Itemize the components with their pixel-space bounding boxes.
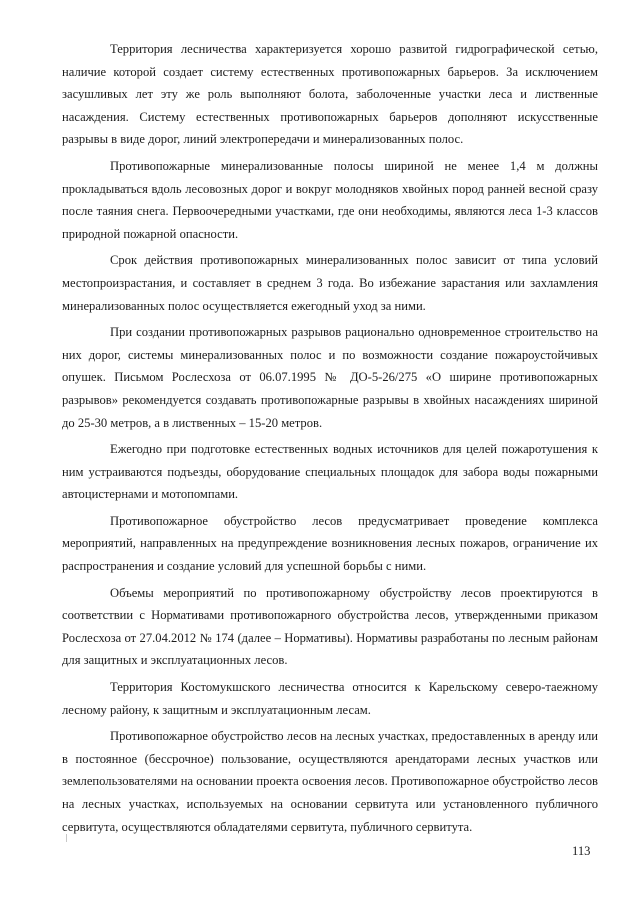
paragraph-8: Территория Костомукшского лесничества относится к Карельскому северо-таежному лесному району, к защитным и эксплуатационным лесам. <box>62 680 598 717</box>
paragraph-9: Противопожарное обустройство лесов на лесных участках, предоставленных в аренду или в постоянное (бессрочное) пользование, осуществляются арендаторами лесных участков или землепользователями на основании проекта освоения лесов. Противопожарное обустройство лесов на лесных участках, используемых на основании сервитута или установленного публичного сервитута, осуществляются обладателями сервитута, публичного сервитута. <box>62 729 598 834</box>
paragraph-6: Противопожарное обустройство лесов предусматривает проведение комплекса мероприятий, направленных на предупреждение возникновения лесных пожаров, ограничение их распространения и создание условий для успешной борьбы с ними. <box>62 513 598 574</box>
page-number: 113 <box>572 844 591 858</box>
paragraph-5: Ежегодно при подготовке естественных водных источников для целей пожаротушения к ним устраиваются подъезды, оборудование специальных площадок для забора воды пожарными автоцистернами и мотопомпами. <box>62 442 598 502</box>
paragraph-1: Территория лесничества характеризуется хорошо развитой гидрографической сетью, наличие которой создает систему естественных противопожарных барьеров. За исключением засушливых лет эту же роль выполняют болота, заболоченные участки леса и лиственные насаждения. Систему естественных противопожарных барьеров дополняют искусственные разрывы в виде дорог, линий электропередачи и минерализованных полос. <box>62 42 598 147</box>
paragraph-3: Срок действия противопожарных минерализованных полос зависит от типа условий местопроизрастания, и составляет в среднем 3 года. Во избежание зарастания или захламления минерализованных полос осуществляется ежегодный уход за ними. <box>62 253 598 313</box>
body-text <box>62 38 598 842</box>
paragraph-4: При создании противопожарных разрывов рационально одновременное строительство на них дорог, системы минерализованных полос и по возможности создание пожароустойчивых опушек. Письмом Рослесхоза от 06.07.1995 № ДО-5-26/275 «О ширине противопожарных разрывов» рекомендуется создавать противопожарные разрывы в хвойных насаждениях шириной до 25-30 метров, а в лиственных – 15-20 метров. <box>62 325 598 430</box>
scan-artifact-mark <box>66 834 67 842</box>
paragraph-2: Противопожарные минерализованные полосы шириной не менее 1,4 м должны прокладываться вдоль лесовозных дорог и вокруг молодняков хвойных пород ранней весной сразу после таяния снега. Первоочередными участками, где они необходимы, являются леса 1-3 классов природной пожарной опасности. <box>62 158 598 241</box>
paragraph-7: Объемы мероприятий по противопожарному обустройству лесов проектируются в соответствии с Нормативами противопожарного обустройства лесов, утвержденными приказом Рослесхоза от 27.04.2012 № 174 (далее – Нормативы). Нормативы разработаны по лесным районам для защитных и эксплуатационных лесов. <box>62 585 598 668</box>
